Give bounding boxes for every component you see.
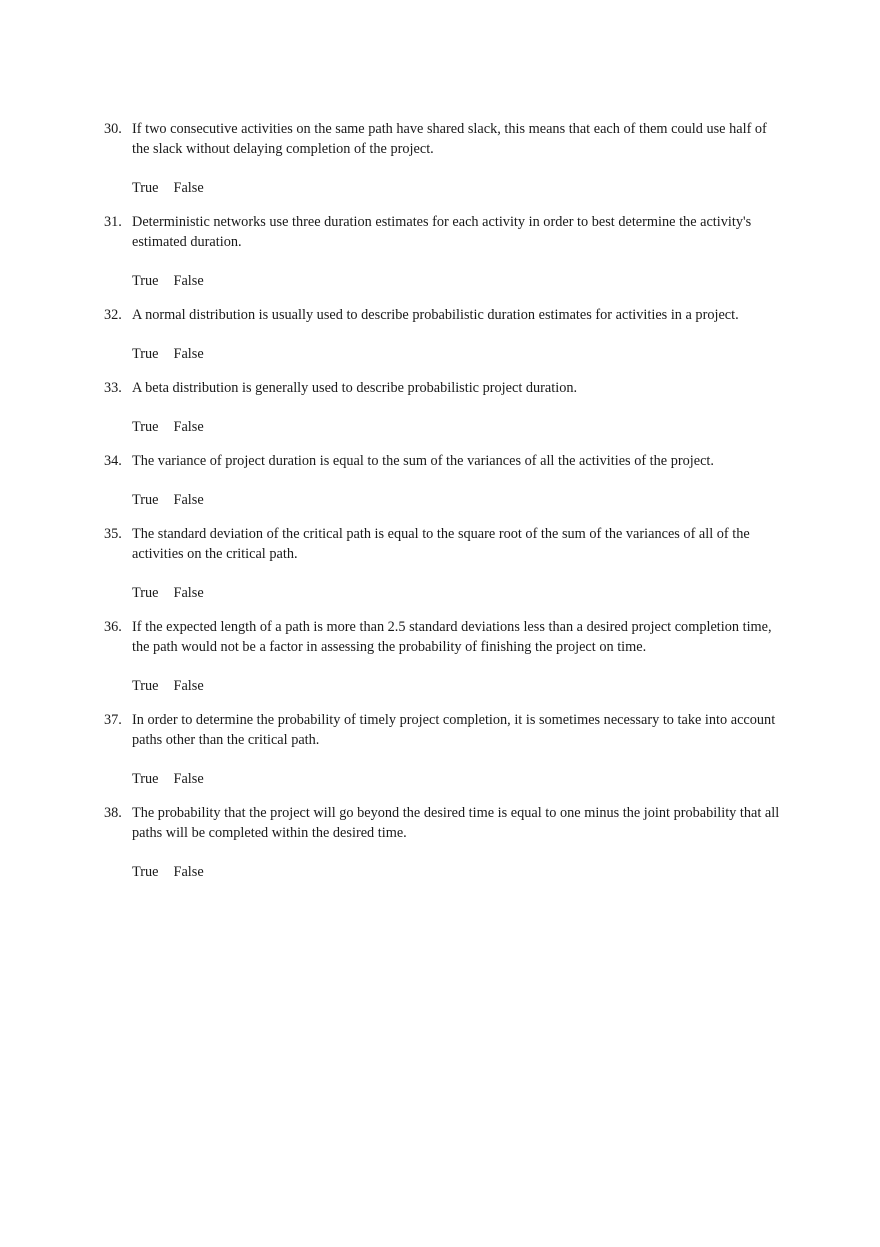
question-32 <box>104 305 784 364</box>
option-false[interactable]: False <box>173 678 204 694</box>
question-text: In order to determine the probability of timely project completion, it is sometimes necessary to take into account paths other than the critical path. <box>132 712 776 748</box>
question-text: A normal distribution is usually used to describe probabilistic duration estimates for activities in a project. <box>132 307 739 323</box>
option-true[interactable]: True <box>132 273 159 289</box>
question-text: The probability that the project will go beyond the desired time is equal to one minus the joint probability that all paths will be completed within the desired time. <box>132 805 780 841</box>
question-text: If two consecutive activities on the same path have shared slack, this means that each of them could use half of the slack without delaying completion of the project. <box>132 121 767 157</box>
question-38 <box>104 803 784 882</box>
option-true[interactable]: True <box>132 492 159 508</box>
answer-options <box>132 583 784 603</box>
question-number: 31. <box>104 214 122 230</box>
question-31 <box>104 212 784 291</box>
option-true[interactable]: True <box>132 585 159 601</box>
question-37 <box>104 710 784 789</box>
answer-options <box>132 676 784 696</box>
question-number: 32. <box>104 307 122 323</box>
question-35 <box>104 524 784 603</box>
question-36 <box>104 617 784 696</box>
option-false[interactable]: False <box>173 585 204 601</box>
option-true[interactable]: True <box>132 180 159 196</box>
question-30 <box>104 119 784 198</box>
option-true[interactable]: True <box>132 864 159 880</box>
option-true[interactable]: True <box>132 346 159 362</box>
answer-options <box>132 490 784 510</box>
option-false[interactable]: False <box>173 771 204 787</box>
question-number: 37. <box>104 712 122 728</box>
option-false[interactable]: False <box>173 864 204 880</box>
option-false[interactable]: False <box>173 419 204 435</box>
question-text: If the expected length of a path is more than 2.5 standard deviations less than a desired project completion time, the path would not be a factor in assessing the probability of finishing the project on time. <box>132 619 772 655</box>
option-true[interactable]: True <box>132 678 159 694</box>
question-text: The standard deviation of the critical path is equal to the square root of the sum of the variances of all of the activities on the critical path. <box>132 526 750 562</box>
question-34 <box>104 451 784 510</box>
answer-options <box>132 862 784 882</box>
question-text: The variance of project duration is equal to the sum of the variances of all the activities of the project. <box>132 453 714 469</box>
option-false[interactable]: False <box>173 492 204 508</box>
answer-options <box>132 178 784 198</box>
option-false[interactable]: False <box>173 346 204 362</box>
answer-options <box>132 344 784 364</box>
question-number: 36. <box>104 619 122 635</box>
answer-options <box>132 769 784 789</box>
question-number: 34. <box>104 453 122 469</box>
question-number: 33. <box>104 380 122 396</box>
question-text: Deterministic networks use three duration estimates for each activity in order to best determine the activity's estimated duration. <box>132 214 752 250</box>
question-list <box>104 119 784 882</box>
question-text: A beta distribution is generally used to describe probabilistic project duration. <box>132 380 578 396</box>
question-number: 38. <box>104 805 122 821</box>
option-true[interactable]: True <box>132 419 159 435</box>
question-number: 35. <box>104 526 122 542</box>
option-false[interactable]: False <box>173 180 204 196</box>
option-true[interactable]: True <box>132 771 159 787</box>
question-33 <box>104 378 784 437</box>
answer-options <box>132 271 784 291</box>
question-number: 30. <box>104 121 122 137</box>
option-false[interactable]: False <box>173 273 204 289</box>
answer-options <box>132 417 784 437</box>
